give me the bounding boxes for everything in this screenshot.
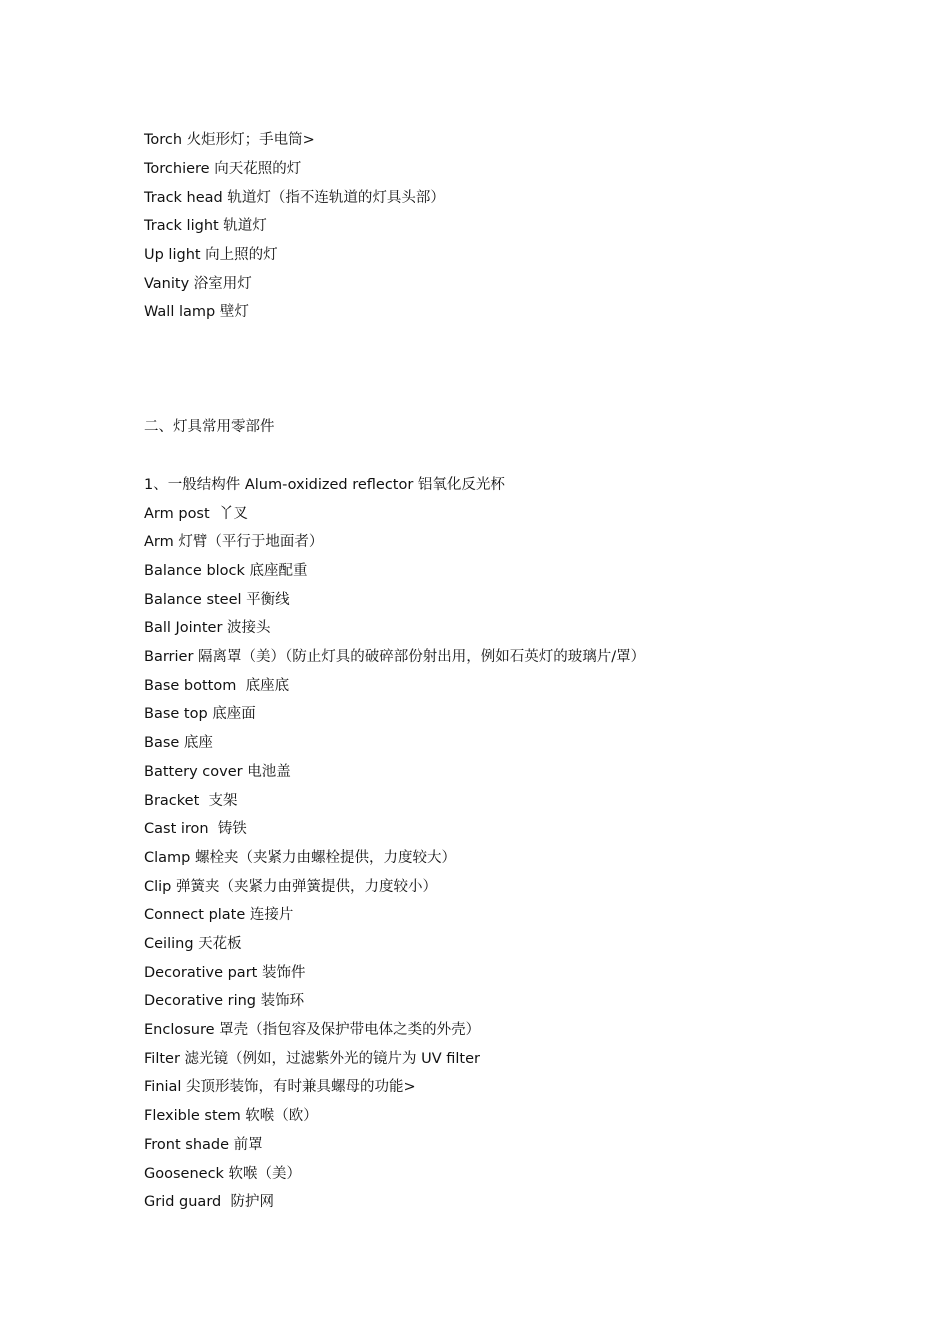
text-line-general-structure: 1、一般结构件 Alum-oxidized reflector 铝氧化反光杯 [144,477,505,493]
text-line-track-light: Track light 轨道灯 [144,218,267,234]
text-line-vanity: Vanity 浴室用灯 [144,276,252,292]
text-line-torch: Torch 火炬形灯；手电筒> [144,132,315,148]
text-line-arm: Arm 灯臂（平行于地面者） [144,534,324,550]
text-line-enclosure: Enclosure 罩壳（指包容及保护带电体之类的外壳） [144,1022,481,1038]
text-line-up-light: Up light 向上照的灯 [144,247,278,263]
text-line-base-bottom: Base bottom 底座底 [144,678,290,694]
text-line-balance-block: Balance block 底座配重 [144,563,308,579]
text-line-wall-lamp: Wall lamp 壁灯 [144,304,249,320]
text-line-filter: Filter 滤光镜（例如，过滤紫外光的镜片为 UV filter [144,1051,480,1067]
text-line-finial: Finial 尖顶形装饰，有时兼具螺母的功能> [144,1079,416,1095]
text-line-decorative-ring: Decorative ring 装饰环 [144,993,305,1009]
text-line-ball-jointer: Ball Jointer 波接头 [144,620,271,636]
text-line-front-shade: Front shade 前罩 [144,1137,263,1153]
text-line-cast-iron: Cast iron 铸铁 [144,821,247,837]
text-line-ceiling: Ceiling 天花板 [144,936,242,952]
text-line-track-head: Track head 轨道灯（指不连轨道的灯具头部） [144,190,445,206]
text-line-connect-plate: Connect plate 连接片 [144,907,294,923]
text-line-base: Base 底座 [144,735,213,751]
text-line-flexible-stem: Flexible stem 软喉（欧） [144,1108,318,1124]
text-line-clip: Clip 弹簧夹（夹紧力由弹簧提供，力度较小） [144,879,437,895]
text-line-grid-guard: Grid guard 防护网 [144,1194,274,1210]
text-line-arm-post: Arm post 丫叉 [144,506,248,522]
text-line-gooseneck: Gooseneck 软喉（美） [144,1166,302,1182]
text-line-base-top: Base top 底座面 [144,706,256,722]
text-line-barrier: Barrier 隔离罩（美）（防止灯具的破碎部份射出用，例如石英灯的玻璃片/罩） [144,649,646,665]
text-line-torchiere: Torchiere 向天花照的灯 [144,161,302,177]
text-line-balance-steel: Balance steel 平衡线 [144,592,290,608]
text-line-decorative-part: Decorative part 装饰件 [144,965,306,981]
section-heading: 二、灯具常用零部件 [144,419,275,435]
text-line-battery-cover: Battery cover 电池盖 [144,764,291,780]
text-line-bracket: Bracket 支架 [144,793,238,809]
text-line-clamp: Clamp 螺栓夹（夹紧力由螺栓提供，力度较大） [144,850,456,866]
